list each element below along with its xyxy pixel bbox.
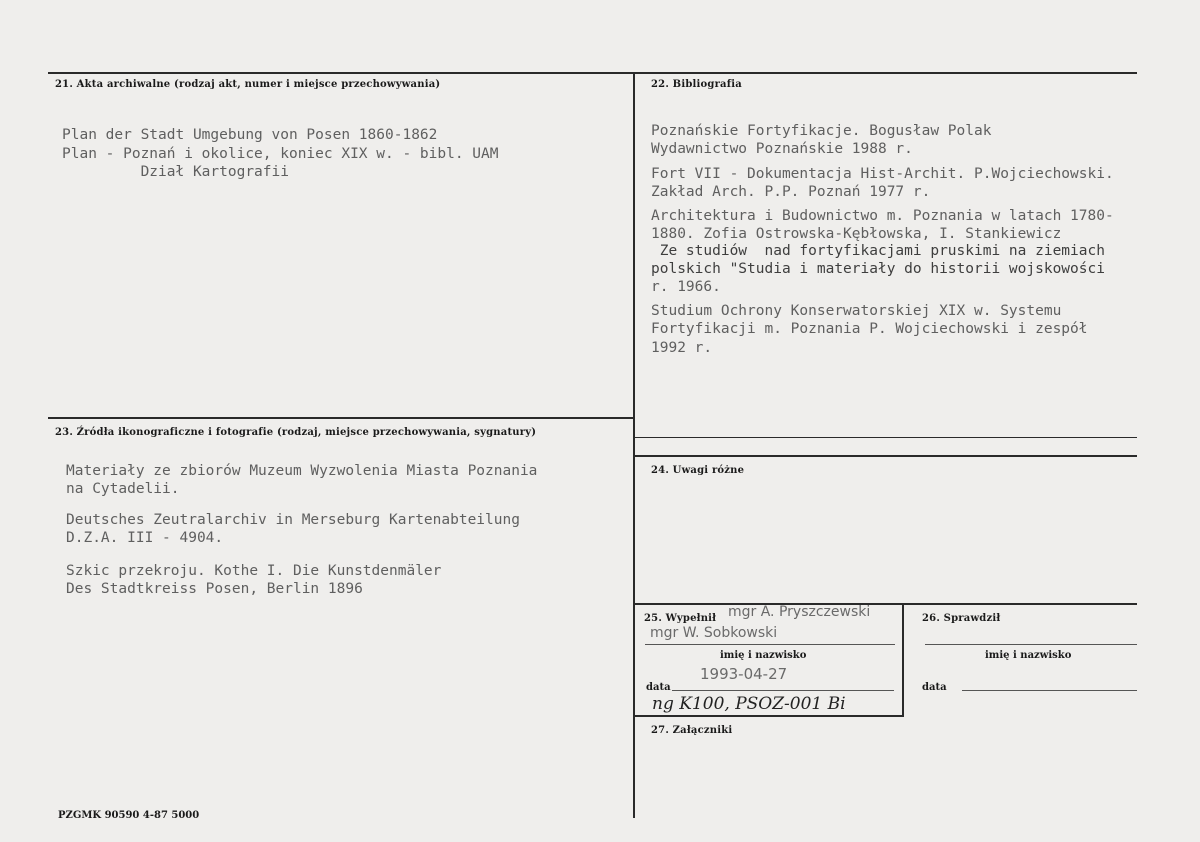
filled-by-name-2: mgr W. Sobkowski [650,625,778,641]
signoff-top-rule [634,603,1137,605]
center-divider [633,74,635,818]
icon-3-line-2: Des Stadtkreiss Posen, Berlin 1896 [66,581,363,597]
section-27-label: 27. Załączniki [651,725,733,736]
bib-3-line-2: 1880. Zofia Ostrowska-Kębłowska, I. Stankiewicz [651,226,1062,242]
top-rule [48,72,1137,74]
filled-by-name-1: mgr A. Pryszczewski [728,604,871,620]
bib-3-line-4: polskich "Studia i materiały do historii wojskowości [651,261,1105,277]
filled-by-date-label: data [646,682,671,693]
icon-1-line-2: na Cytadelii. [66,481,180,497]
handwritten-signature: ng K100, PSOZ-001 Bi [652,694,846,714]
checked-by-name-rule [925,644,1137,645]
filled-by-date-value: 1993-04-27 [700,665,788,683]
uwagi-rule [634,455,1137,457]
filled-by-date-rule [672,690,894,691]
section-21-line-3: Dział Kartografii [62,164,289,180]
bib-3-line-3: Ze studiów nad fortyfikacjami pruskimi na ziemiach [651,243,1105,259]
checked-by-name-caption: imię i nazwisko [985,650,1072,661]
section-21-line-1: Plan der Stadt Umgebung von Posen 1860-1862 [62,127,438,143]
section-21-line-2: Plan - Poznań i okolice, koniec XIX w. - bibl. UAM [62,146,499,162]
section-25-label: 25. Wypełnił [644,613,717,624]
bib-2-line-2: Zakład Arch. P.P. Poznań 1977 r. [651,184,931,200]
bib-4-line-1: Studium Ochrony Konserwatorskiej XIX w. Systemu [651,303,1062,319]
signoff-bottom-rule [634,715,904,717]
filled-by-name-rule [645,644,895,645]
bib-1-line-2: Wydawnictwo Poznańskie 1988 r. [651,141,913,157]
print-code: PZGMK 90590 4-87 5000 [58,810,200,821]
icon-1-line-1: Materiały ze zbiorów Muzeum Wyzwolenia Miasta Poznania [66,463,538,479]
checked-by-date-rule [962,690,1137,691]
right-mid-rule [634,437,1137,438]
bib-4-line-3: 1992 r. [651,340,713,356]
signoff-divider [902,604,904,716]
section-22-label: 22. Bibliografia [651,79,742,90]
checked-by-date-label: data [922,682,947,693]
icon-3-line-1: Szkic przekroju. Kothe I. Die Kunstdenmäler [66,563,442,579]
bib-2-line-1: Fort VII - Dokumentacja Hist-Archit. P.Wojciechowski. [651,166,1114,182]
bib-4-line-2: Fortyfikacji m. Poznania P. Wojciechowski i zespół [651,321,1088,337]
bib-1-line-1: Poznańskie Fortyfikacje. Bogusław Polak [651,123,992,139]
bib-3-line-1: Architektura i Budownictwo m. Poznania w latach 1780- [651,208,1114,224]
filled-by-name-caption: imię i nazwisko [720,650,807,661]
section-21-label: 21. Akta archiwalne (rodzaj akt, numer i miejsce przechowywania) [55,79,441,90]
section-23-label: 23. Źródła ikonograficzne i fotografie (rodzaj, miejsce przechowywania, sygnatury) [55,427,537,438]
section-24-label: 24. Uwagi różne [651,465,745,476]
icon-2-line-1: Deutsches Zeutralarchiv in Merseburg Kartenabteilung [66,512,520,528]
icon-2-line-2: D.Z.A. III - 4904. [66,530,224,546]
left-mid-rule [48,417,634,419]
section-26-label: 26. Sprawdził [922,613,1001,624]
bib-3-line-5: r. 1966. [651,279,721,295]
